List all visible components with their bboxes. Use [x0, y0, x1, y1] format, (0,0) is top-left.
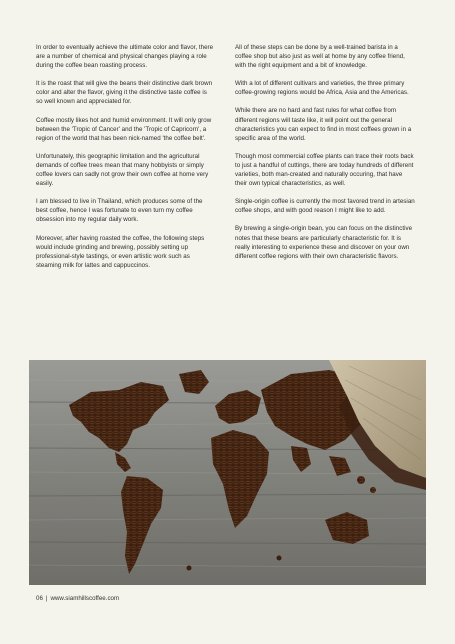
- website-link[interactable]: www.siamhillscoffee.com: [50, 595, 120, 602]
- paragraph: Moreover, after having roasted the coffee, the following steps would include grinding and brewing, possibly setting up professional-style tastings, or even artistic work such as steaming milk for lattes and cappuccinos.: [36, 234, 205, 269]
- paragraph: Single-origin coffee is currently the most favored trend in artesian coffee shops, and with good reason I might like to add.: [235, 198, 415, 215]
- footer-separator: |: [45, 595, 48, 602]
- paragraph: With a lot of different cultivars and varieties, the three primary coffee-growing regions would be Africa, Asia and the Americas.: [235, 80, 409, 97]
- paragraph: By brewing a single-origin bean, you can focus on the distinctive notes that these beans are particularly characteristic for. It is really interesting to experience these and discover on your own different coffee regions with their own characteristic flavors.: [235, 225, 413, 260]
- page-number: 06: [36, 595, 43, 602]
- paragraph: In order to eventually achieve the ultimate color and flavor, there are a number of chemical and physical changes playing a role during the coffee bean roasting process.: [36, 44, 214, 70]
- paragraph: Unfortunately, this geographic limitation and the agricultural demands of coffee trees mean that many hobbyists or simply coffee lovers can sadly not grow their own coffee at home very easily.: [36, 152, 209, 188]
- paragraph: Coffee mostly likes hot and humid environment. It will only grow between the 'Tropic of Cancer' and the 'Tropic of Capricorn', a region of the world that has been nick-named 'the coffee belt'.: [36, 116, 212, 142]
- coffee-bean-world-map-photo: [29, 360, 426, 585]
- paragraph: All of these steps can be done by a well-trained barista in a coffee shop but also just as well at home by any coffee friend, with the right equipment and a bit of knowledge.: [235, 44, 405, 70]
- page-footer: [36, 595, 119, 602]
- paragraph: It is the roast that will give the beans their distinctive dark brown color and alter the flavor, giving it the distinctive taste coffee is so well known and appreciated for.: [36, 80, 213, 106]
- paragraph: While there are no hard and fast rules for what coffee from different regions will taste like, it will point out the general characteristics you can expect to find in most coffees grown in a specific area of the world.: [235, 107, 412, 142]
- paragraph: Though most commercial coffee plants can trace their roots back to just a handful of cuttings, there are today hundreds of different varieties, both man-created and naturally occuring, that have their own typical characteristics, as well.: [235, 152, 414, 188]
- right-text-column: [235, 43, 415, 270]
- paragraph: I am blessed to live in Thailand, which produces some of the best coffee, hence I was fortunate to even turn my coffee obsession into my regular daily work.: [36, 198, 203, 224]
- left-text-column: [36, 43, 214, 279]
- photo-illustration: [29, 360, 426, 585]
